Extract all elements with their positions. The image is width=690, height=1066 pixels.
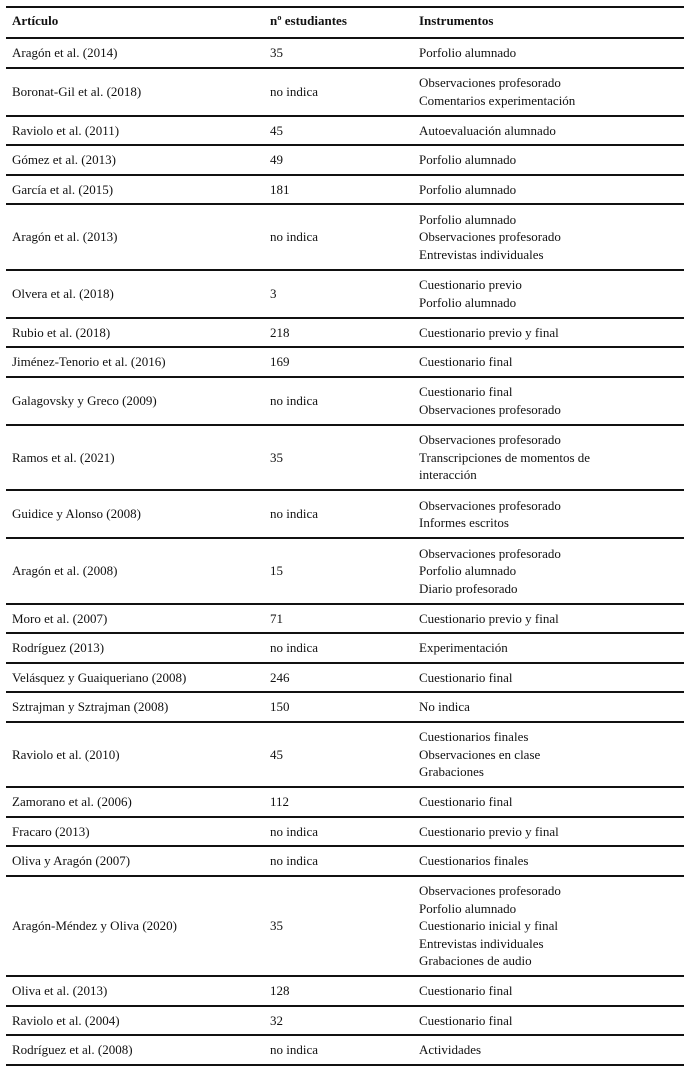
table-row	[6, 1006, 684, 1036]
cell-instrumentos	[413, 722, 684, 788]
cell-articulo: Rodríguez et al. (2008)	[6, 1035, 264, 1065]
table-row	[6, 817, 684, 847]
instrumento-line: Porfolio alumnado	[419, 294, 517, 310]
cell-estudiantes: no indica	[264, 633, 413, 663]
cell-articulo: Oliva y Aragón (2007)	[6, 846, 264, 876]
instrumento-line: Porfolio alumnado	[419, 152, 517, 167]
cell-articulo: Rodríguez (2013)	[6, 633, 264, 663]
instrumento-line: Cuestionario previo y final	[419, 324, 559, 340]
cell-articulo: Aragón-Méndez y Oliva (2020)	[6, 876, 264, 977]
instrumento-line: Observaciones profesorado	[419, 545, 561, 561]
cell-estudiantes: 169	[264, 347, 413, 377]
cell-articulo: Oliva et al. (2013)	[6, 976, 264, 1006]
cell-estudiantes: no indica	[264, 490, 413, 538]
instrumento-line: Observaciones profesorado	[419, 883, 561, 898]
table-row	[6, 145, 684, 175]
table-row	[6, 175, 684, 205]
instrumento-line: Cuestionarios finales	[419, 853, 529, 868]
cell-articulo: Zamorano et al. (2006)	[6, 787, 264, 817]
cell-instrumentos	[413, 204, 684, 270]
cell-articulo: Velásquez y Guaiqueriano (2008)	[6, 663, 264, 693]
cell-instrumentos	[413, 68, 684, 116]
cell-articulo: Raviolo et al. (2010)	[6, 722, 264, 788]
cell-instrumentos	[413, 347, 684, 377]
cell-estudiantes: 181	[264, 175, 413, 205]
instrumento-line: Informes escritos	[419, 515, 509, 530]
table-row	[6, 846, 684, 876]
cell-articulo: García et al. (2015)	[6, 175, 264, 205]
header-estudiantes: nº estudiantes	[264, 7, 413, 38]
instrumento-line: Transcripciones de momentos de	[419, 449, 591, 465]
cell-estudiantes: no indica	[264, 377, 413, 425]
cell-articulo: Moro et al. (2007)	[6, 604, 264, 634]
cell-estudiantes: 246	[264, 663, 413, 693]
cell-instrumentos	[413, 116, 684, 146]
table-row	[6, 490, 684, 538]
cell-estudiantes: 112	[264, 787, 413, 817]
cell-instrumentos	[413, 663, 684, 693]
cell-estudiantes: 218	[264, 318, 413, 348]
cell-estudiantes: no indica	[264, 846, 413, 876]
instrumento-line: Experimentación	[419, 640, 508, 655]
table-row	[6, 633, 684, 663]
table-row	[6, 318, 684, 348]
cell-articulo: Galagovsky y Greco (2009)	[6, 377, 264, 425]
instrumento-line: Cuestionarios finales	[419, 729, 529, 744]
instrumento-line: Observaciones profesorado	[419, 75, 561, 90]
cell-articulo: Rubio et al. (2018)	[6, 318, 264, 348]
cell-estudiantes: no indica	[264, 204, 413, 270]
instrumento-line: Observaciones profesorado	[419, 401, 561, 417]
cell-instrumentos	[413, 377, 684, 425]
table-row	[6, 787, 684, 817]
instrumento-line: Diario profesorado	[419, 580, 518, 596]
cell-articulo: Raviolo et al. (2004)	[6, 1006, 264, 1036]
instrumento-line: Observaciones profesorado	[419, 432, 561, 447]
instrumento-line: Observaciones en clase	[419, 746, 541, 762]
table-row	[6, 68, 684, 116]
instrumento-line: Entrevistas individuales	[419, 935, 544, 951]
cell-instrumentos	[413, 145, 684, 175]
instrumento-line: Porfolio alumnado	[419, 563, 517, 578]
header-articulo: Artículo	[6, 7, 264, 38]
cell-instrumentos	[413, 817, 684, 847]
cell-articulo: Boronat-Gil et al. (2018)	[6, 68, 264, 116]
cell-instrumentos	[413, 1035, 684, 1065]
cell-articulo: Guidice y Alonso (2008)	[6, 490, 264, 538]
cell-instrumentos	[413, 538, 684, 604]
table-row	[6, 38, 684, 68]
cell-estudiantes: 45	[264, 116, 413, 146]
cell-instrumentos	[413, 846, 684, 876]
table-row	[6, 604, 684, 634]
cell-articulo: Aragón et al. (2008)	[6, 538, 264, 604]
table-row	[6, 663, 684, 693]
cell-articulo: Jiménez-Tenorio et al. (2016)	[6, 347, 264, 377]
instrumento-line: Grabaciones	[419, 764, 484, 779]
instrumento-line: Autoevaluación alumnado	[419, 122, 556, 138]
cell-instrumentos	[413, 876, 684, 977]
cell-estudiantes: 49	[264, 145, 413, 175]
cell-instrumentos	[413, 425, 684, 491]
cell-instrumentos	[413, 604, 684, 634]
cell-articulo: Aragón et al. (2013)	[6, 204, 264, 270]
instrumento-line: Cuestionario final	[419, 794, 513, 809]
table-body	[6, 38, 684, 1065]
instrumento-line: Grabaciones de audio	[419, 953, 532, 968]
table-row	[6, 1035, 684, 1065]
instrumento-line: Entrevistas individuales	[419, 246, 544, 262]
cell-instrumentos	[413, 692, 684, 722]
cell-articulo: Ramos et al. (2021)	[6, 425, 264, 491]
instrumento-line: interacción	[419, 467, 477, 482]
cell-estudiantes: 128	[264, 976, 413, 1006]
cell-instrumentos	[413, 1006, 684, 1036]
cell-instrumentos	[413, 175, 684, 205]
table-row	[6, 538, 684, 604]
instrumento-line: Cuestionario previo y final	[419, 823, 559, 839]
cell-estudiantes: 32	[264, 1006, 413, 1036]
cell-estudiantes: 45	[264, 722, 413, 788]
cell-instrumentos	[413, 318, 684, 348]
cell-estudiantes: 15	[264, 538, 413, 604]
cell-articulo: Olvera et al. (2018)	[6, 270, 264, 318]
table-row	[6, 347, 684, 377]
cell-articulo: Sztrajman y Sztrajman (2008)	[6, 692, 264, 722]
table-row	[6, 425, 684, 491]
instrumento-line: Cuestionario final	[419, 669, 513, 685]
cell-articulo: Raviolo et al. (2011)	[6, 116, 264, 146]
table-row	[6, 876, 684, 977]
table-row	[6, 722, 684, 788]
cell-estudiantes: 35	[264, 425, 413, 491]
table-row	[6, 270, 684, 318]
instrumento-line: Cuestionario previo	[419, 277, 522, 292]
cell-estudiantes: 35	[264, 876, 413, 977]
instrumento-line: Observaciones profesorado	[419, 497, 561, 513]
cell-estudiantes: 35	[264, 38, 413, 68]
studies-table	[6, 6, 684, 1066]
cell-estudiantes: no indica	[264, 1035, 413, 1065]
cell-estudiantes: 150	[264, 692, 413, 722]
instrumento-line: Observaciones profesorado	[419, 229, 561, 244]
table-row	[6, 116, 684, 146]
cell-instrumentos	[413, 787, 684, 817]
cell-estudiantes: no indica	[264, 817, 413, 847]
header-row	[6, 7, 684, 38]
instrumento-line: Porfolio alumnado	[419, 45, 517, 60]
instrumento-line: Cuestionario inicial y final	[419, 918, 558, 933]
instrumento-line: Porfolio alumnado	[419, 900, 517, 916]
cell-instrumentos	[413, 490, 684, 538]
cell-estudiantes: no indica	[264, 68, 413, 116]
cell-articulo: Gómez et al. (2013)	[6, 145, 264, 175]
cell-instrumentos	[413, 976, 684, 1006]
table-row	[6, 204, 684, 270]
cell-estudiantes: 3	[264, 270, 413, 318]
table-row	[6, 976, 684, 1006]
instrumento-line: Actividades	[419, 1042, 482, 1057]
cell-estudiantes: 71	[264, 604, 413, 634]
instrumento-line: Cuestionario final	[419, 354, 513, 369]
instrumento-line: Cuestionario final	[419, 983, 513, 998]
instrumento-line: Cuestionario final	[419, 384, 513, 399]
table-row	[6, 377, 684, 425]
cell-articulo: Aragón et al. (2014)	[6, 38, 264, 68]
cell-instrumentos	[413, 270, 684, 318]
cell-instrumentos	[413, 633, 684, 663]
cell-articulo: Fracaro (2013)	[6, 817, 264, 847]
instrumento-line: Porfolio alumnado	[419, 181, 517, 197]
instrumento-line: Cuestionario previo y final	[419, 610, 559, 626]
instrumento-line: No indica	[419, 699, 470, 714]
instrumento-line: Cuestionario final	[419, 1012, 513, 1028]
instrumento-line: Comentarios experimentación	[419, 92, 576, 108]
cell-instrumentos	[413, 38, 684, 68]
header-instrumentos: Instrumentos	[413, 7, 684, 38]
table-row	[6, 692, 684, 722]
instrumento-line: Porfolio alumnado	[419, 211, 517, 227]
